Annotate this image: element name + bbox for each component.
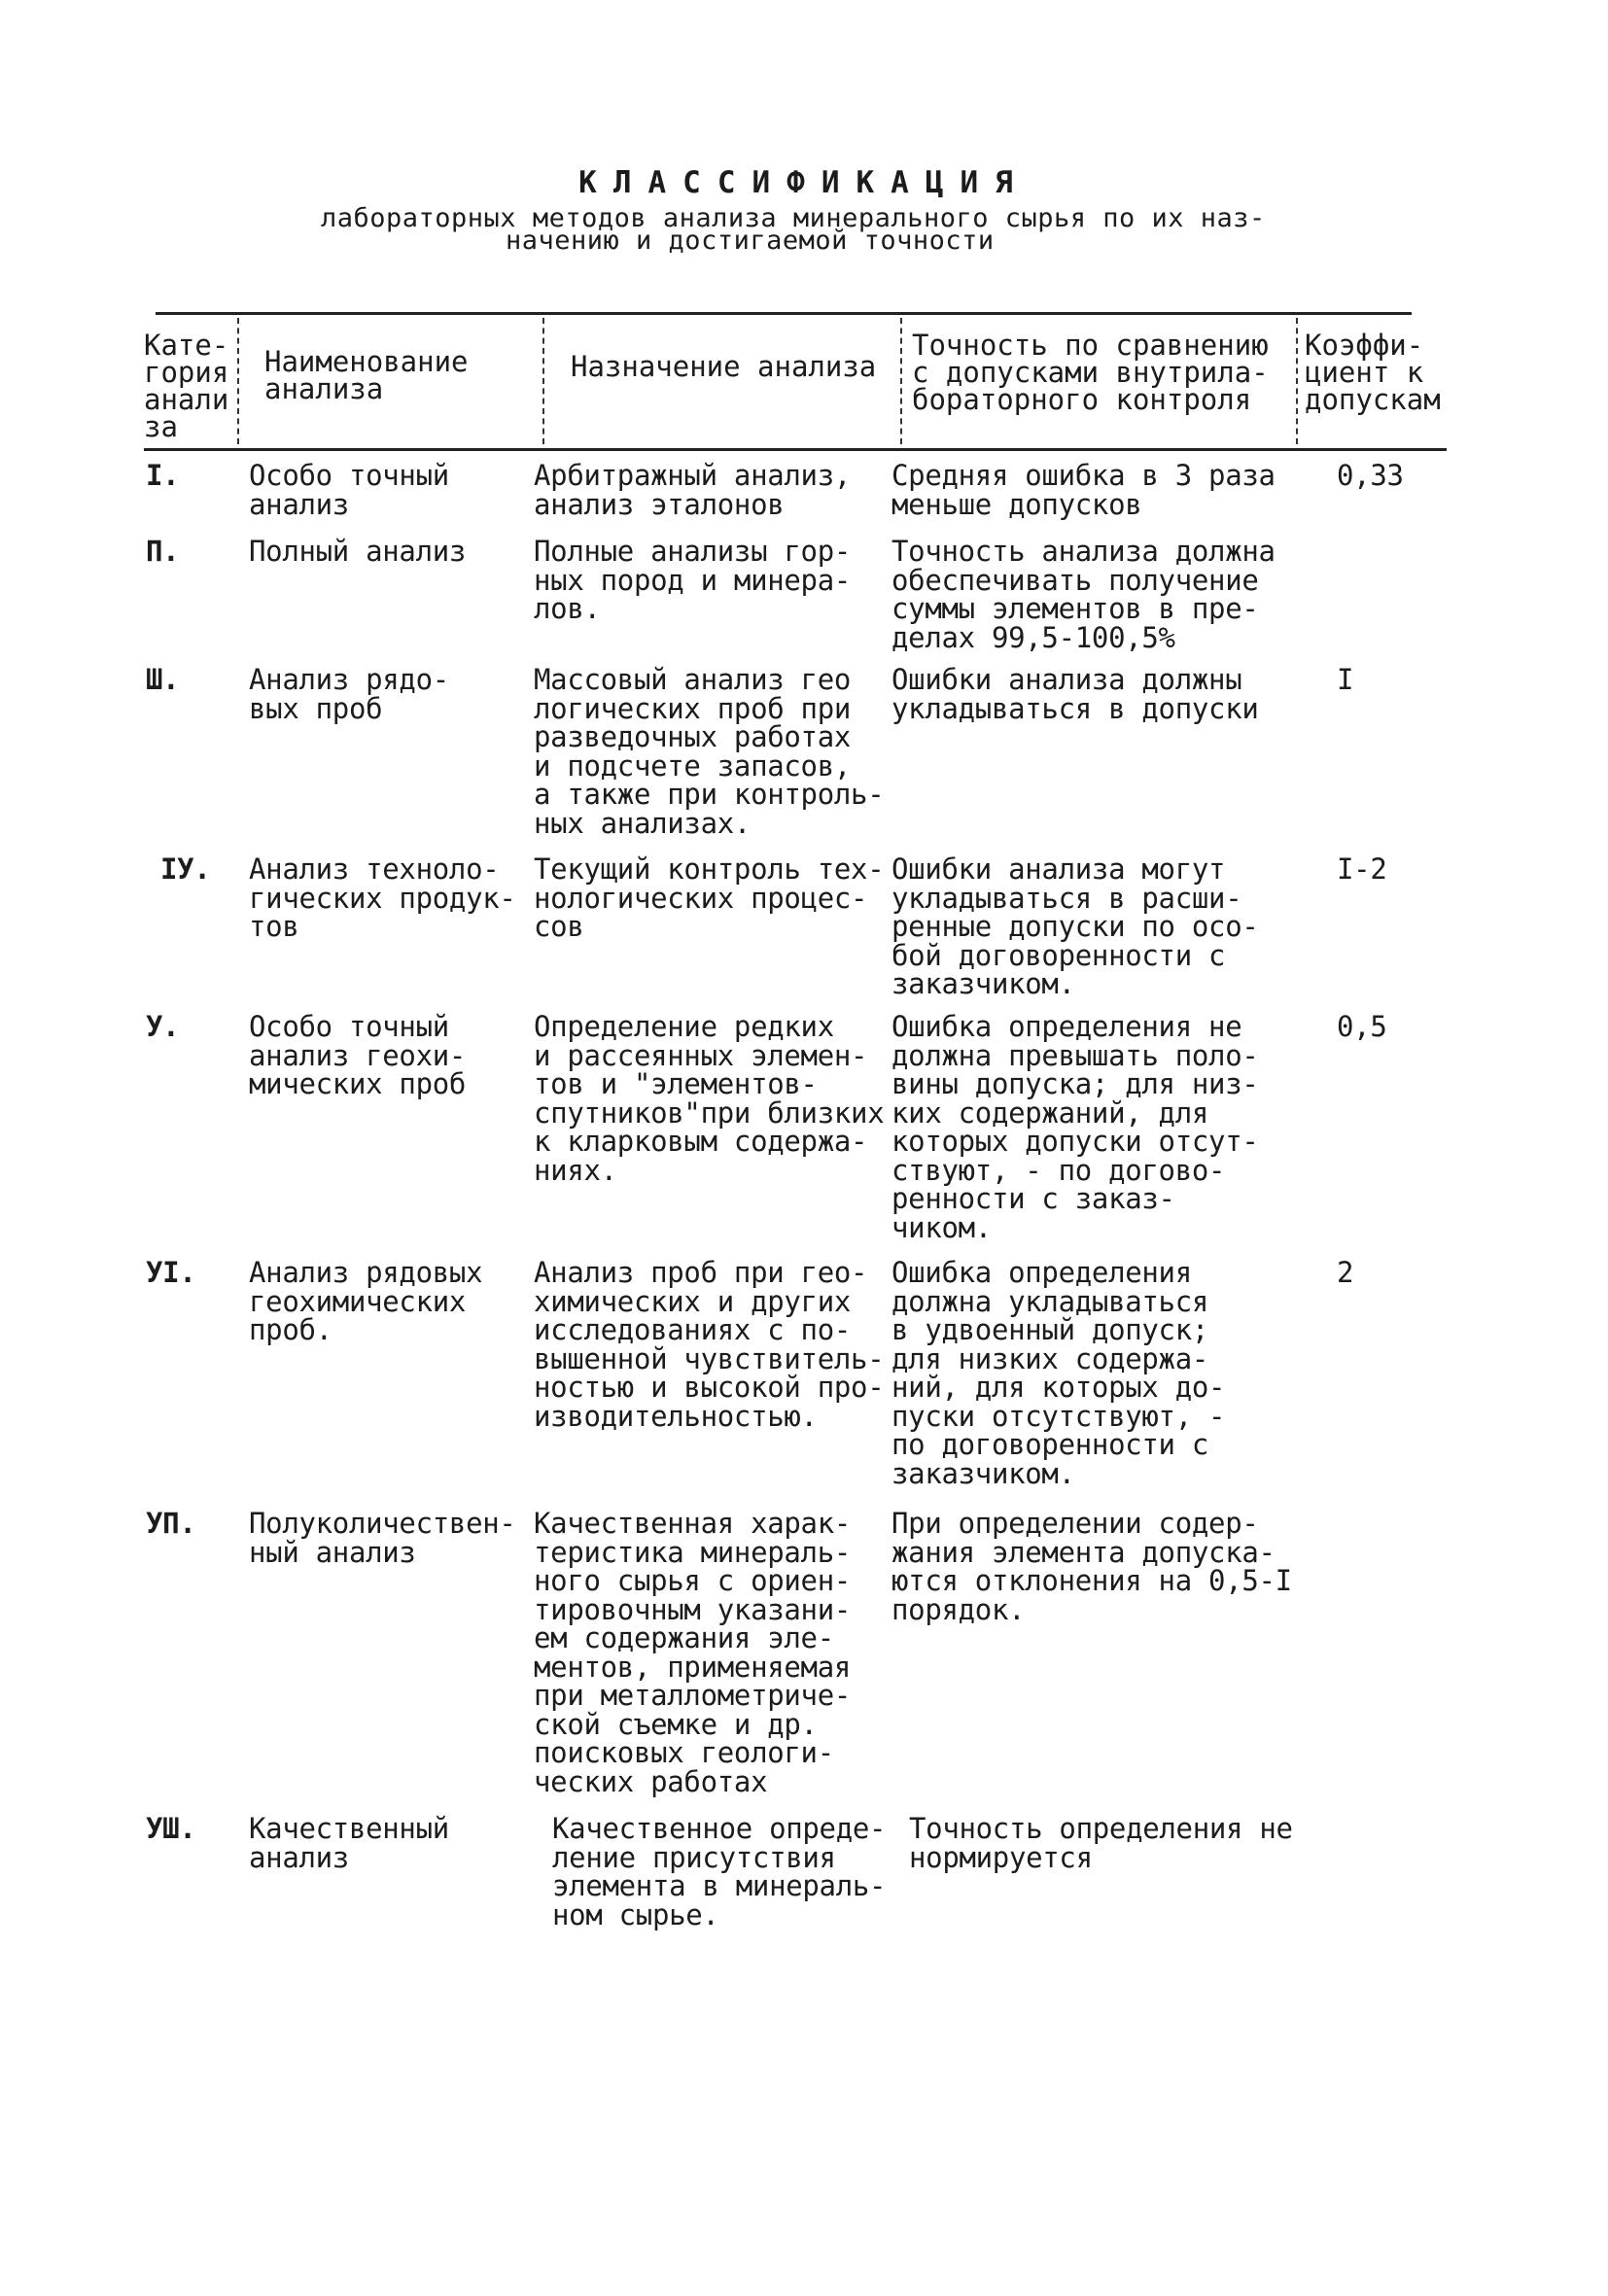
row-2-purpose: Полные анализы гор- ных пород и минера- лов. — [534, 535, 852, 625]
row-3-name: Анализ рядо- вых проб — [249, 663, 449, 725]
header-coefficient: Коэффи- циент к допускам — [1305, 329, 1441, 416]
row-6-purpose: Анализ проб при гео- химических и других исследованиях с по- вышенной чувствитель- ностью и высокой про- изводительностью. — [534, 1256, 885, 1433]
row-5-accuracy: Ошибка определения не должна превышать поло- вины допуска; для низ- ких содержаний, для которых допуски отсут- ствуют, - по догово- ренности с заказ- чиком. — [891, 1010, 1259, 1244]
row-8-purpose: Качественное опреде- ление присутствия элемента в минераль- ном сырье. — [552, 1812, 887, 1931]
row-6-accuracy: Ошибка определения должна укладываться в удвоенный допуск; для низких содержа- ний, для которых до- пуски отсутствуют, - по договоренности с заказчиком. — [891, 1256, 1226, 1490]
subtitle-line-2: начению и достигаемой точности — [506, 226, 995, 256]
row-1-category: I. — [146, 459, 180, 492]
document-title: КЛАССИФИКАЦИЯ — [578, 165, 1030, 200]
table-top-rule — [156, 312, 1412, 315]
row-6-category: УI. — [146, 1256, 196, 1289]
row-1-purpose: Арбитражный анализ, анализ эталонов — [534, 459, 852, 521]
header-name: Наименование анализа — [264, 345, 469, 405]
row-6-name: Анализ рядовых геохимических проб. — [249, 1256, 483, 1346]
row-7-accuracy: При определении содер- жания элемента допуска- ются отклонения на 0,5-I порядок. — [891, 1507, 1292, 1626]
header-divider-2 — [542, 318, 544, 444]
subtitle-line-1: лабораторных методов анализа минерального сырья по их наз- — [321, 203, 1266, 233]
row-7-purpose: Качественная харак- теристика минераль- ного сырья с ориен- тировочным указани- ем содержания эле- ментов, применяемая при металлометриче- ской съемке и др. поисковых геологи- ческих работах — [534, 1507, 852, 1798]
row-6-coefficient: 2 — [1337, 1256, 1354, 1289]
table-header-rule — [144, 448, 1447, 451]
row-1-accuracy: Средняя ошибка в 3 раза меньше допусков — [891, 459, 1276, 521]
row-5-coefficient: 0,5 — [1337, 1010, 1387, 1043]
row-4-purpose: Текущий контроль тех- нологических процес- сов — [534, 852, 885, 943]
header-category: Кате- гория анали за — [144, 329, 229, 443]
row-5-purpose: Определение редких и рассеянных элемен- тов и "элементов- спутников"при близких к кларковым содержа- ниях. — [534, 1010, 885, 1187]
row-4-accuracy: Ошибки анализа могут укладываться в расши- ренные допуски по осо- бой договоренности с заказчиком. — [891, 852, 1259, 1000]
row-8-accuracy: Точность определения не нормируется — [909, 1812, 1293, 1874]
row-2-accuracy: Точность анализа должна обеспечивать получение суммы элементов в пре- делах 99,5-100,5% — [891, 535, 1276, 654]
header-divider-1 — [237, 318, 239, 444]
row-3-purpose: Массовый анализ гео логических проб при разведочных работах и подсчете запасов, а также при контроль- ных анализах. — [534, 663, 885, 840]
row-1-name: Особо точный анализ — [249, 459, 449, 521]
header-accuracy: Точность по сравнению с допусками внутрила- бораторного контроля — [912, 329, 1269, 416]
row-4-name: Анализ техноло- гических продук- тов — [249, 852, 516, 943]
row-5-category: У. — [146, 1010, 180, 1043]
row-4-coefficient: I-2 — [1337, 852, 1387, 886]
header-divider-3 — [900, 318, 902, 444]
row-7-category: УП. — [146, 1507, 196, 1540]
row-2-name: Полный анализ — [249, 535, 467, 568]
row-8-name: Качественный анализ — [249, 1812, 449, 1874]
header-purpose: Назначение анализа — [571, 350, 877, 383]
row-2-category: П. — [146, 535, 180, 568]
row-7-name: Полуколичествен- ный анализ — [249, 1507, 516, 1569]
row-3-coefficient: I — [1337, 663, 1354, 696]
row-3-accuracy: Ошибки анализа должны укладываться в допуски — [891, 663, 1259, 725]
row-3-category: Ш. — [146, 663, 180, 696]
row-5-name: Особо точный анализ геохи- мических проб — [249, 1010, 467, 1100]
document-subtitle — [321, 203, 1371, 256]
row-1-coefficient: 0,33 — [1337, 459, 1404, 492]
row-8-category: УШ. — [146, 1812, 196, 1845]
row-4-category: IУ. — [160, 852, 211, 886]
